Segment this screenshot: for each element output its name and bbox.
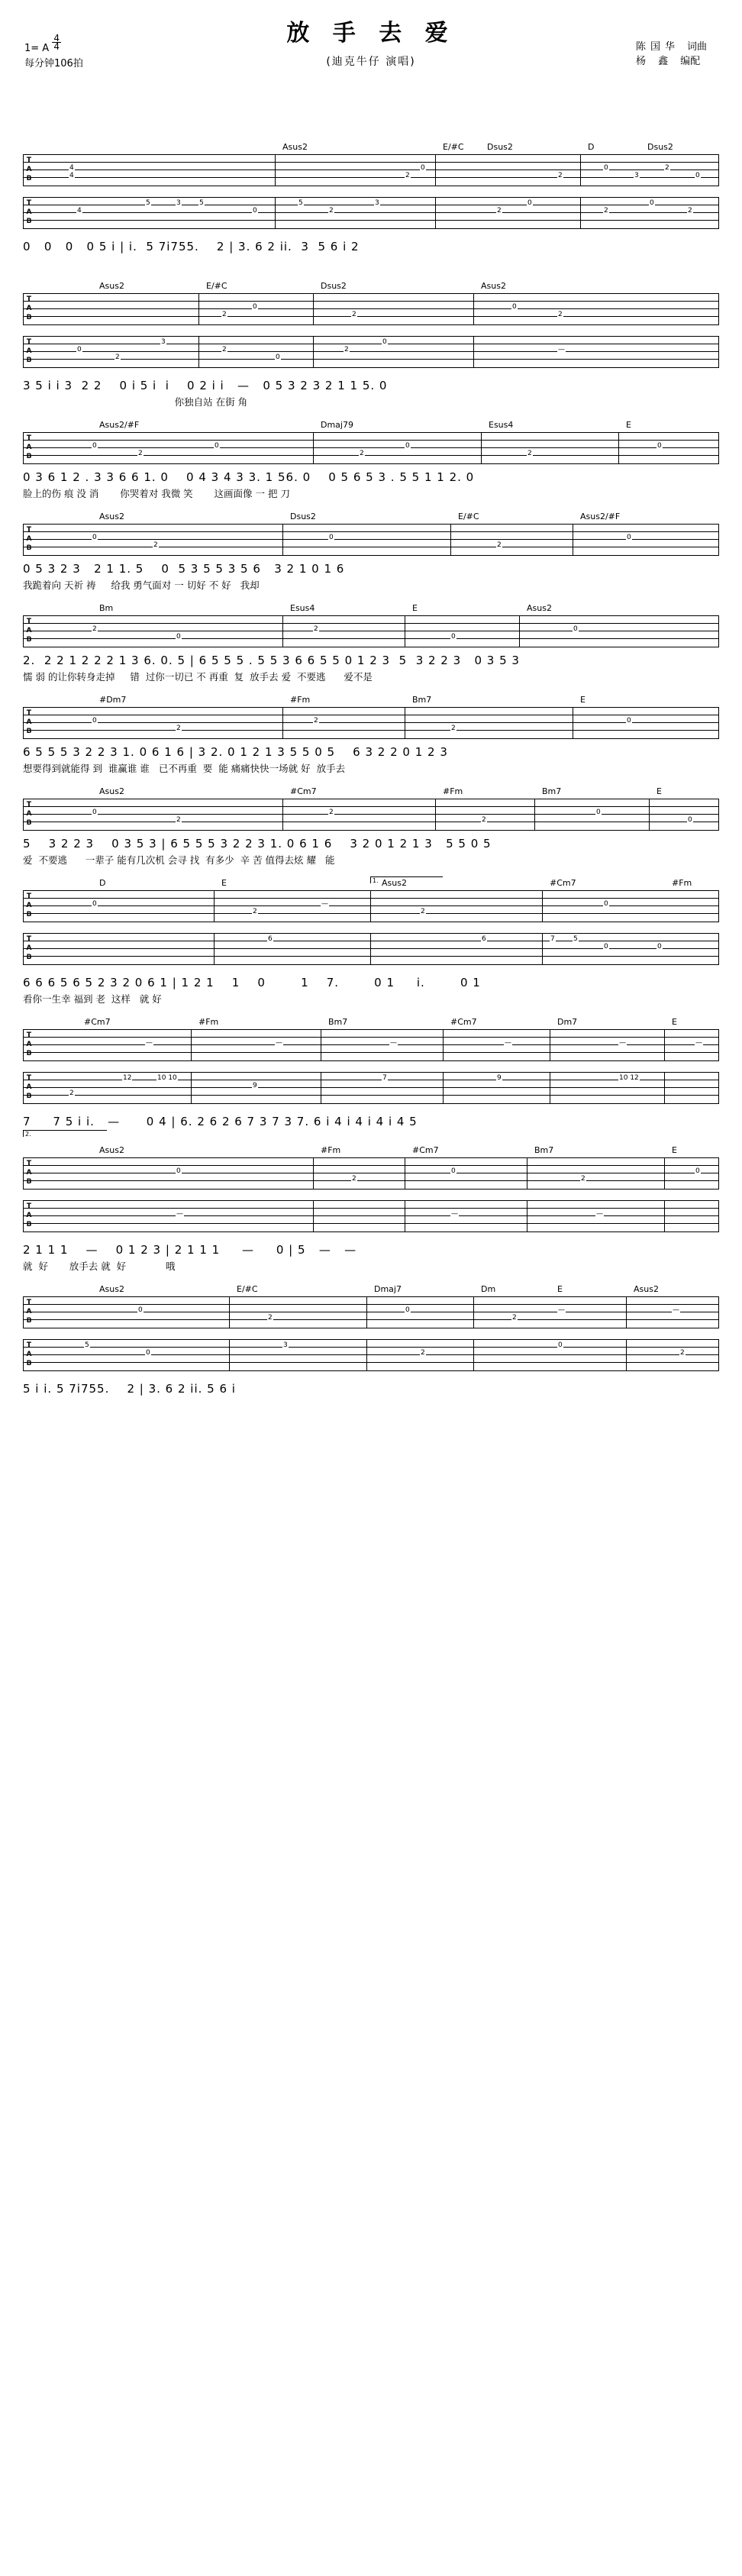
second-ending-row	[23, 1130, 719, 1141]
tab-staff: T A B — — —	[23, 1199, 719, 1238]
page-title: 放 手 去 爱	[286, 20, 456, 47]
chord-symbol: Dsus2	[321, 281, 347, 291]
tab-staff: T A B 5 0 3 2 0 2	[23, 1338, 719, 1377]
lyrics-8: 看你一生幸 福到 老 这样 就 好	[23, 993, 162, 1005]
chord-symbol: E	[657, 786, 662, 796]
system-8	[23, 878, 719, 971]
chord-symbol: Bm7	[328, 1017, 348, 1027]
chord-symbol: Asus2	[282, 142, 308, 152]
tab-clef: T A B	[26, 1160, 32, 1186]
lyrics-5: 懦 弱 的让你转身走掉 错 过你一切已 不 再重 复 放手去 爱 不要逃 爱不是	[23, 671, 373, 683]
tab-clef: T A B	[26, 1031, 32, 1057]
chord-symbol: #Fm	[198, 1017, 219, 1027]
chord-symbol: Asus2	[634, 1284, 659, 1294]
chord-symbol: #Cm7	[412, 1145, 439, 1155]
system-9	[23, 1017, 719, 1110]
chord-symbol: E	[221, 878, 227, 888]
chord-symbol: Asus2	[99, 786, 124, 796]
chord-symbol: #Cm7	[550, 878, 576, 888]
chord-row-5	[23, 603, 719, 614]
tab-clef: T A B	[26, 1202, 32, 1228]
tab-staff: T A B 0 2 — 2 0	[23, 889, 719, 924]
tab-staff: T A B 0 2 2 2 0 0	[23, 797, 719, 832]
chord-symbol: Bm7	[412, 695, 432, 705]
chord-row-7	[23, 786, 719, 797]
chord-row-4	[23, 512, 719, 522]
arranger-name: 杨 鑫	[635, 56, 673, 67]
numbered-notation-7: 5 3 2 2 3 0 3 5 3 | 6 5 5 5 3 2 2 3 1. 0 6 1 6 3 2 0 1 2 1 3 5 5 0 5	[23, 837, 492, 851]
chord-symbol: E	[672, 1145, 677, 1155]
numbered-notation-6: 6 5 5 5 3 2 2 3 1. 0 6 1 6 | 3 2. 0 1 2 1 3 5 5 0 5 6 3 2 2 0 1 2 3	[23, 745, 448, 759]
chord-symbol: Asus2	[99, 281, 124, 291]
numbered-notation-1: 0 0 0 0 5 i | i. 5 7i755. 2 | 3. 6 2 ii. 3 5 6 i 2	[23, 240, 360, 253]
chord-symbol: Asus2	[382, 878, 407, 888]
numbered-notation-9: 7 7 5 i i. — 0 4 | 6. 2 6 2 6 7 3 7 3 7. 6 i 4 i 4 i 4 i 4 5	[23, 1115, 418, 1128]
tab-staff: T A B 2 0 2 0 2	[23, 292, 719, 327]
chord-symbol: #Cm7	[450, 1017, 477, 1027]
chord-row-9	[23, 1017, 719, 1028]
tab-clef: T A B	[26, 157, 32, 182]
tab-staff: T A B 0 2 0 2 0 2 0	[23, 431, 719, 466]
system-1	[23, 142, 719, 235]
chord-symbol: Asus2/#F	[99, 420, 140, 430]
chord-symbol: E	[412, 603, 418, 613]
chord-symbol: E/#C	[458, 512, 479, 521]
chord-symbol: Dm	[481, 1284, 496, 1294]
performer-subtitle: (迪克牛仔 演唱)	[326, 56, 416, 68]
second-ending-bracket: 2.	[23, 1130, 107, 1137]
tab-staff: T A B 0 2 0 2 — —	[23, 1295, 719, 1330]
tab-clef: T A B	[26, 338, 32, 364]
arranger-role: 编配	[680, 56, 701, 67]
lyrics-7: 爱 不要逃 一辈子 能有几次机 会寻 找 有多少 辛 苦 值得去炫 耀 能	[23, 854, 335, 866]
numbered-notation-10: 2 1 1 1 — 0 1 2 3 | 2 1 1 1 — 0 | 5 — —	[23, 1243, 357, 1257]
tab-clef: T A B	[26, 618, 32, 644]
numbered-notation-2: 3 5 i i 3 2 2 0 i 5 i i 0 2 i i — 0 5 3 2 3 2 1 1 5. 0	[23, 379, 388, 392]
tab-staff: T A B — — — — — —	[23, 1028, 719, 1063]
tab-clef: T A B	[26, 801, 32, 827]
lyrics-6: 想要得到就能得 到 谁赢谁 谁 已不再重 要 能 痛痛快快一场就 好 放手去	[23, 763, 346, 774]
chord-symbol: Dmaj79	[321, 420, 353, 430]
key-tempo-block	[24, 33, 83, 72]
system-4	[23, 512, 719, 557]
chord-symbol: D	[588, 142, 595, 152]
system-5	[23, 603, 719, 649]
tab-clef: T A B	[26, 295, 32, 321]
chord-symbol: #Fm	[321, 1145, 341, 1155]
system-3	[23, 420, 719, 466]
tab-staff: T A B 0 2 2 2 0	[23, 705, 719, 741]
chord-row-6	[23, 695, 719, 705]
chord-symbol: E	[672, 1017, 677, 1027]
chord-symbol: #Cm7	[290, 786, 317, 796]
tab-clef: T A B	[26, 1299, 32, 1325]
chord-symbol: Esus4	[489, 420, 514, 430]
chord-symbol: Asus2/#F	[580, 512, 621, 521]
numbered-notation-11: 5 i i. 5 7i755. 2 | 3. 6 2 ii. 5 6 i	[23, 1382, 236, 1396]
chord-symbol: Asus2	[527, 603, 552, 613]
system-7	[23, 786, 719, 832]
chord-symbol: #Cm7	[84, 1017, 111, 1027]
chord-symbol: E/#C	[237, 1284, 258, 1294]
lyrics-1	[23, 256, 719, 270]
tab-clef: T A B	[26, 1074, 32, 1100]
chord-symbol: E/#C	[206, 281, 227, 291]
chord-symbol: Dm7	[557, 1017, 578, 1027]
lyrics-4: 我跪着向 天祈 祷 给我 勇气面对 一 切好 不 好 我却	[23, 579, 260, 591]
chord-symbol: Asus2	[481, 281, 506, 291]
tab-staff: T A B 2 0 2 0 0	[23, 614, 719, 649]
system-2	[23, 281, 719, 374]
chord-row-11	[23, 1284, 719, 1295]
credits-block	[636, 40, 707, 69]
tab-staff: T A B 4 4 2 0 2 0 3 2 0	[23, 153, 719, 188]
tab-staff: T A B 6 6 7 5 0 0	[23, 931, 719, 971]
time-signature: $\frac{4}{4}$	[53, 33, 60, 52]
key-signature: 1= A	[24, 43, 50, 54]
chord-row-1	[23, 142, 719, 153]
chord-symbol: E	[557, 1284, 563, 1294]
system-10	[23, 1145, 719, 1238]
tab-clef: T A B	[26, 709, 32, 735]
chord-symbol: E/#C	[443, 142, 464, 152]
chord-symbol: Dsus2	[487, 142, 513, 152]
chord-symbol: #Fm	[672, 878, 692, 888]
chord-row-3	[23, 420, 719, 431]
tab-staff: T A B 0 2 0 2 0	[23, 1156, 719, 1191]
numbered-notation-4: 0 5 3 2 3 2 1 1. 5 0 5 3 5 5 3 5 6 3 2 1 0 1 6	[23, 562, 345, 576]
first-ending-bracket: 1.	[370, 876, 443, 883]
tab-clef: T A B	[26, 893, 32, 918]
tab-staff: T A B 0 2 3 2 0 2 0 —	[23, 334, 719, 374]
chord-symbol: #Fm	[290, 695, 311, 705]
numbered-notation-8: 6 6 6 5 6 5 2 3 2 0 6 1 | 1 2 1 1 0 1 7. 0 1 i. 0 1	[23, 976, 481, 989]
chord-symbol: Bm7	[534, 1145, 554, 1155]
chord-symbol: Asus2	[99, 1284, 124, 1294]
chord-row-2	[23, 281, 719, 292]
chord-symbol: D	[99, 878, 106, 888]
chord-symbol: Dsus2	[290, 512, 316, 521]
tab-staff: T A B 4 5 3 5 0 5 2 3 2 0 2 0 2	[23, 195, 719, 235]
tab-clef: T A B	[26, 199, 32, 225]
tab-clef: T A B	[26, 1341, 32, 1367]
system-6	[23, 695, 719, 741]
chord-symbol: Bm7	[542, 786, 562, 796]
lyrics-10: 就 好 放手去 就 好 哦	[23, 1261, 176, 1272]
composer-role: 词曲	[686, 41, 707, 53]
tab-clef: T A B	[26, 434, 32, 460]
chord-row-10	[23, 1145, 719, 1156]
chord-symbol: Dsus2	[647, 142, 673, 152]
lyrics-2: 你独自站 在街 角	[23, 396, 248, 408]
chord-symbol: #Fm	[443, 786, 463, 796]
chord-row-8	[23, 878, 719, 889]
tab-staff: T A B 2 12 10 10 9 7 9 10 12	[23, 1070, 719, 1110]
tab-clef: T A B	[26, 935, 32, 961]
numbered-notation-3: 0 3 6 1 2 . 3 3 6 6 1. 0 0 4 3 4 3 3. 1 56. 0 0 5 6 5 3 . 5 5 1 1 2. 0	[23, 470, 475, 484]
chord-symbol: Asus2	[99, 512, 124, 521]
composer-name: 陈国华	[635, 41, 679, 53]
tab-staff: T A B 0 2 0 2 0	[23, 522, 719, 557]
chord-symbol: E	[580, 695, 586, 705]
chord-symbol: Dmaj7	[374, 1284, 402, 1294]
chord-symbol: Asus2	[99, 1145, 124, 1155]
numbered-notation-5: 2. 2 2 1 2 2 2 1 3 6. 0. 5 | 6 5 5 5 . 5 5 3 6 6 5 5 0 1 2 3 5 3 2 2 3 0 3 5 3	[23, 654, 520, 667]
chord-symbol: E	[626, 420, 631, 430]
chord-symbol: Esus4	[290, 603, 315, 613]
chord-symbol: Bm	[99, 603, 114, 613]
tab-clef: T A B	[26, 526, 32, 552]
system-11	[23, 1284, 719, 1377]
tempo-marking: 每分钟106拍	[24, 58, 83, 69]
lyrics-3: 脸上的伤 痕 没 消 你哭着对 我微 笑 这画面像 一 把 刀	[23, 488, 290, 499]
chord-symbol: #Dm7	[99, 695, 127, 705]
